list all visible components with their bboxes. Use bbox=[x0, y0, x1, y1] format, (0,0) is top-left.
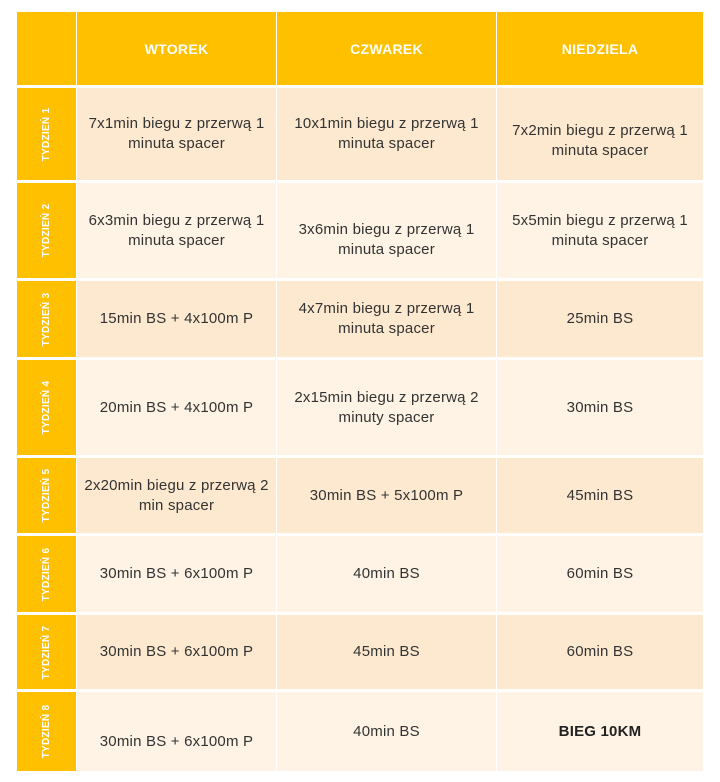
corner-cell bbox=[17, 12, 77, 88]
week-label-cell bbox=[17, 360, 77, 458]
plan-cell-sunday: 5x5min biegu z przerwą 1 minuta spacer bbox=[497, 183, 703, 281]
week-label-cell bbox=[17, 458, 77, 536]
plan-cell-sunday: 45min BS bbox=[497, 458, 703, 536]
plan-cell-thursday: 3x6min biegu z przerwą 1 minuta spacer bbox=[277, 183, 497, 281]
plan-cell-sunday: 30min BS bbox=[497, 360, 703, 458]
week-row-6 bbox=[17, 536, 703, 615]
plan-cell-thursday: 10x1min biegu z przerwą 1 minuta spacer bbox=[277, 88, 497, 183]
week-label-cell bbox=[17, 281, 77, 360]
plan-cell-thursday: 45min BS bbox=[277, 615, 497, 692]
plan-cell-tuesday: 30min BS + 6x100m P bbox=[77, 692, 277, 774]
week-label: TYDZIEŃ 4 bbox=[41, 380, 52, 435]
plan-cell-sunday: 60min BS bbox=[497, 536, 703, 615]
week-label: TYDZIEŃ 8 bbox=[41, 704, 52, 759]
week-row-7 bbox=[17, 615, 703, 692]
header-day-thursday: CZWAREK bbox=[277, 12, 497, 88]
week-label: TYDZIEŃ 2 bbox=[41, 203, 52, 258]
training-plan-table bbox=[17, 12, 703, 774]
week-row-2 bbox=[17, 183, 703, 281]
week-label-cell bbox=[17, 692, 77, 774]
week-row-5 bbox=[17, 458, 703, 536]
week-label: TYDZIEŃ 3 bbox=[41, 292, 52, 346]
plan-cell-tuesday: 7x1min biegu z przerwą 1 minuta spacer bbox=[77, 88, 277, 183]
plan-cell-tuesday: 2x20min biegu z przerwą 2 min spacer bbox=[77, 458, 277, 536]
plan-cell-tuesday: 30min BS + 6x100m P bbox=[77, 536, 277, 615]
week-row-3 bbox=[17, 281, 703, 360]
plan-cell-thursday: 30min BS + 5x100m P bbox=[277, 458, 497, 536]
plan-cell-tuesday: 15min BS + 4x100m P bbox=[77, 281, 277, 360]
plan-cell-sunday: 7x2min biegu z przerwą 1 minuta spacer bbox=[497, 88, 703, 183]
week-label-cell bbox=[17, 183, 77, 281]
week-label-cell bbox=[17, 615, 77, 692]
week-label: TYDZIEŃ 5 bbox=[41, 468, 52, 523]
plan-cell-thursday: 2x15min biegu z przerwą 2 minuty spacer bbox=[277, 360, 497, 458]
header-day-tuesday: WTOREK bbox=[77, 12, 277, 88]
plan-cell-tuesday: 6x3min biegu z przerwą 1 minuta spacer bbox=[77, 183, 277, 281]
week-label-cell bbox=[17, 88, 77, 183]
week-label-cell bbox=[17, 536, 77, 615]
plan-cell-sunday: 25min BS bbox=[497, 281, 703, 360]
header-day-sunday: NIEDZIELA bbox=[497, 12, 703, 88]
plan-cell-sunday: 60min BS bbox=[497, 615, 703, 692]
header-row bbox=[17, 12, 703, 88]
plan-cell-tuesday: 30min BS + 6x100m P bbox=[77, 615, 277, 692]
week-label: TYDZIEŃ 7 bbox=[41, 625, 52, 679]
week-row-1 bbox=[17, 88, 703, 183]
week-row-8 bbox=[17, 692, 703, 774]
week-label: TYDZIEŃ 1 bbox=[41, 107, 52, 161]
plan-cell-tuesday: 20min BS + 4x100m P bbox=[77, 360, 277, 458]
plan-cell-thursday: 4x7min biegu z przerwą 1 minuta spacer bbox=[277, 281, 497, 360]
week-label: TYDZIEŃ 6 bbox=[41, 547, 52, 601]
week-row-4 bbox=[17, 360, 703, 458]
plan-cell-sunday: BIEG 10KM bbox=[497, 692, 703, 774]
plan-cell-thursday: 40min BS bbox=[277, 692, 497, 774]
plan-cell-thursday: 40min BS bbox=[277, 536, 497, 615]
